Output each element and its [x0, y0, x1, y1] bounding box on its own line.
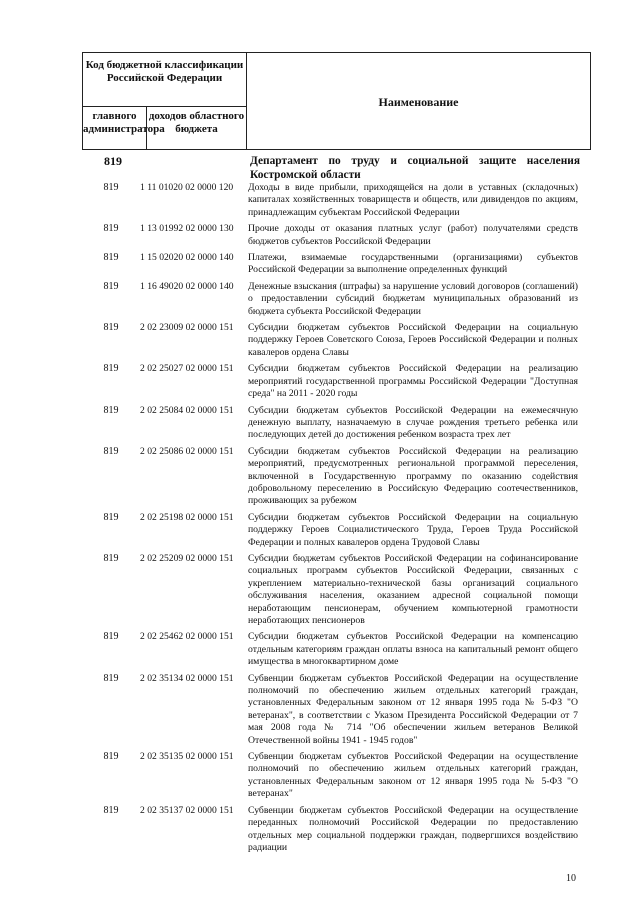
income-name: Субвенции бюджетам субъектов Российской Федерации на осуществление полномочий по обеспечению жильем отдельных категорий граждан, установленных Федеральным законом от 12 января 1995 года № 5-ФЗ "О ветеранах", в соответствии с Указом Президента Российской Федерации от 7 мая 2008 года № 714 "Об обеспечении жильем ветеранов Великой Отечественной войны 1941 - 1945 годов": [248, 672, 578, 746]
table-row: [82, 322, 591, 359]
income-name: Субсидии бюджетам субъектов Российской Федерации на компенсацию отдельным категориям граждан оплаты взноса на капитальный ремонт общего имущества в многоквартирном доме: [248, 631, 578, 668]
income-code: 1 11 01020 02 0000 120: [140, 182, 234, 193]
table-row: [82, 673, 591, 747]
income-code: 1 13 01992 02 0000 130: [140, 223, 234, 235]
income-code: 2 02 25198 02 0000 151: [140, 511, 234, 523]
income-name: Субсидии бюджетам субъектов Российской Федерации на социальную поддержку Героев Советского Союза, Героев Российской Федерации и полных кавалеров ордена Славы: [248, 322, 578, 358]
income-code: 1 15 02020 02 0000 140: [140, 252, 234, 264]
income-name: Субсидии бюджетам субъектов Российской Федерации на социальную поддержку Героев Социалистического Труда, Героев Труда Российской Федерации и полных кавалеров ордена Трудовой Славы: [248, 511, 578, 548]
admin-code: 819: [103, 511, 119, 523]
page-number: 10: [566, 873, 576, 884]
income-name: Субсидии бюджетам субъектов Российской Федерации на реализацию мероприятий государственной программы Российской Федерации "Доступная среда" на 2011 - 2020 годы: [248, 363, 578, 400]
income-code: 2 02 25086 02 0000 151: [140, 445, 234, 457]
table-row: [82, 223, 591, 248]
income-code: 2 02 25027 02 0000 151: [140, 363, 234, 375]
admin-code: 819: [103, 322, 119, 334]
department-code: 819: [104, 154, 122, 168]
table-row: [82, 182, 591, 219]
table-row: [82, 405, 591, 442]
income-name: Прочие доходы от оказания платных услуг (работ) получателями средств бюджетов субъектов Российской Федерации: [248, 223, 578, 247]
admin-code: 819: [103, 252, 119, 264]
income-name: Субвенции бюджетам субъектов Российской Федерации на осуществление переданных полномочий Российской Федерации по предоставлению отдельных мер социальной поддержки граждан, подвергшихся воздействию радиации: [248, 804, 578, 853]
income-code: 2 02 35137 02 0000 151: [140, 804, 234, 816]
admin-code: 819: [103, 363, 119, 375]
admin-code: 819: [103, 804, 119, 816]
department-name: Департамент по труду и социальной защите населения Костромской области: [250, 155, 580, 181]
header-col-admin: главного администратора: [83, 110, 165, 135]
income-name: Доходы в виде прибыли, приходящейся на доли в уставных (складочных) капиталах хозяйственных товариществ и обществ, или дивидендов по акциям, принадлежащим субъектам Российской Федерации: [248, 182, 578, 218]
income-code: 2 02 25209 02 0000 151: [140, 552, 234, 564]
admin-code: 819: [103, 552, 119, 564]
income-code: 2 02 25462 02 0000 151: [140, 631, 234, 643]
income-name: Платежи, взимаемые государственными (организациями) субъектов Российской Федерации за выполнение определенных функций: [248, 252, 578, 276]
header-col-income: доходов областного бюджета: [148, 110, 245, 135]
table-body: [82, 182, 591, 858]
admin-code: 819: [103, 223, 119, 235]
income-code: 2 02 23009 02 0000 151: [140, 322, 234, 334]
admin-code: 819: [103, 404, 119, 416]
header-code-group: Код бюджетной классификации Российской Федерации: [85, 59, 244, 84]
admin-code: 819: [103, 280, 119, 292]
income-code: 2 02 35135 02 0000 151: [140, 751, 234, 763]
table-row: [82, 363, 591, 400]
income-code: 1 16 49020 02 0000 140: [140, 280, 234, 292]
table-row: [82, 252, 591, 277]
table-row: [82, 446, 591, 508]
admin-code: 819: [103, 672, 119, 684]
table-row: [82, 512, 591, 549]
table-row: [82, 553, 591, 627]
income-name: Субсидии бюджетам субъектов Российской Федерации на ежемесячную денежную выплату, назначаемую в случае рождения третьего ребенка или последующих детей до достижения ребенком возраста трех лет: [248, 404, 578, 441]
income-name: Субсидии бюджетам субъектов Российской Федерации на реализацию мероприятий, предусмотренных региональной программой переселения, включенной в Государственную программу по оказанию содействия добровольному переселению в Российскую Федерацию соотечественников, проживающих за рубежом: [248, 445, 578, 507]
income-name: Субвенции бюджетам субъектов Российской Федерации на осуществление полномочий по обеспечению жильем отдельных категорий граждан, установленных Федеральным законом от 12 января 1995 года № 5-ФЗ "О ветеранах": [248, 751, 578, 800]
income-code: 2 02 25084 02 0000 151: [140, 404, 234, 416]
table-row: [82, 281, 591, 318]
table-row: [82, 631, 591, 668]
admin-code: 819: [103, 631, 119, 643]
admin-code: 819: [103, 182, 119, 193]
header-divider: [83, 106, 246, 107]
table-row: [82, 751, 591, 801]
income-code: 2 02 35134 02 0000 151: [140, 672, 234, 684]
income-name: Денежные взыскания (штрафы) за нарушение условий договоров (соглашений) о предоставлении субсидий бюджетам муниципальных образований из бюджета субъекта Российской Федерации: [248, 280, 578, 317]
admin-code: 819: [103, 751, 119, 763]
admin-code: 819: [103, 445, 119, 457]
table-header: [82, 52, 591, 150]
table-row: [82, 805, 591, 855]
header-col-name: Наименование: [378, 95, 459, 109]
income-name: Субсидии бюджетам субъектов Российской Федерации на софинансирование социальных программ субъектов Российской Федерации, связанных с укреплением материально-технической базы организаций социального обслуживания населения, оказанием адресной социальной помощи неработающим пенсионерам, обучением компьютерной грамотности неработающих пенсионеров: [248, 552, 578, 626]
